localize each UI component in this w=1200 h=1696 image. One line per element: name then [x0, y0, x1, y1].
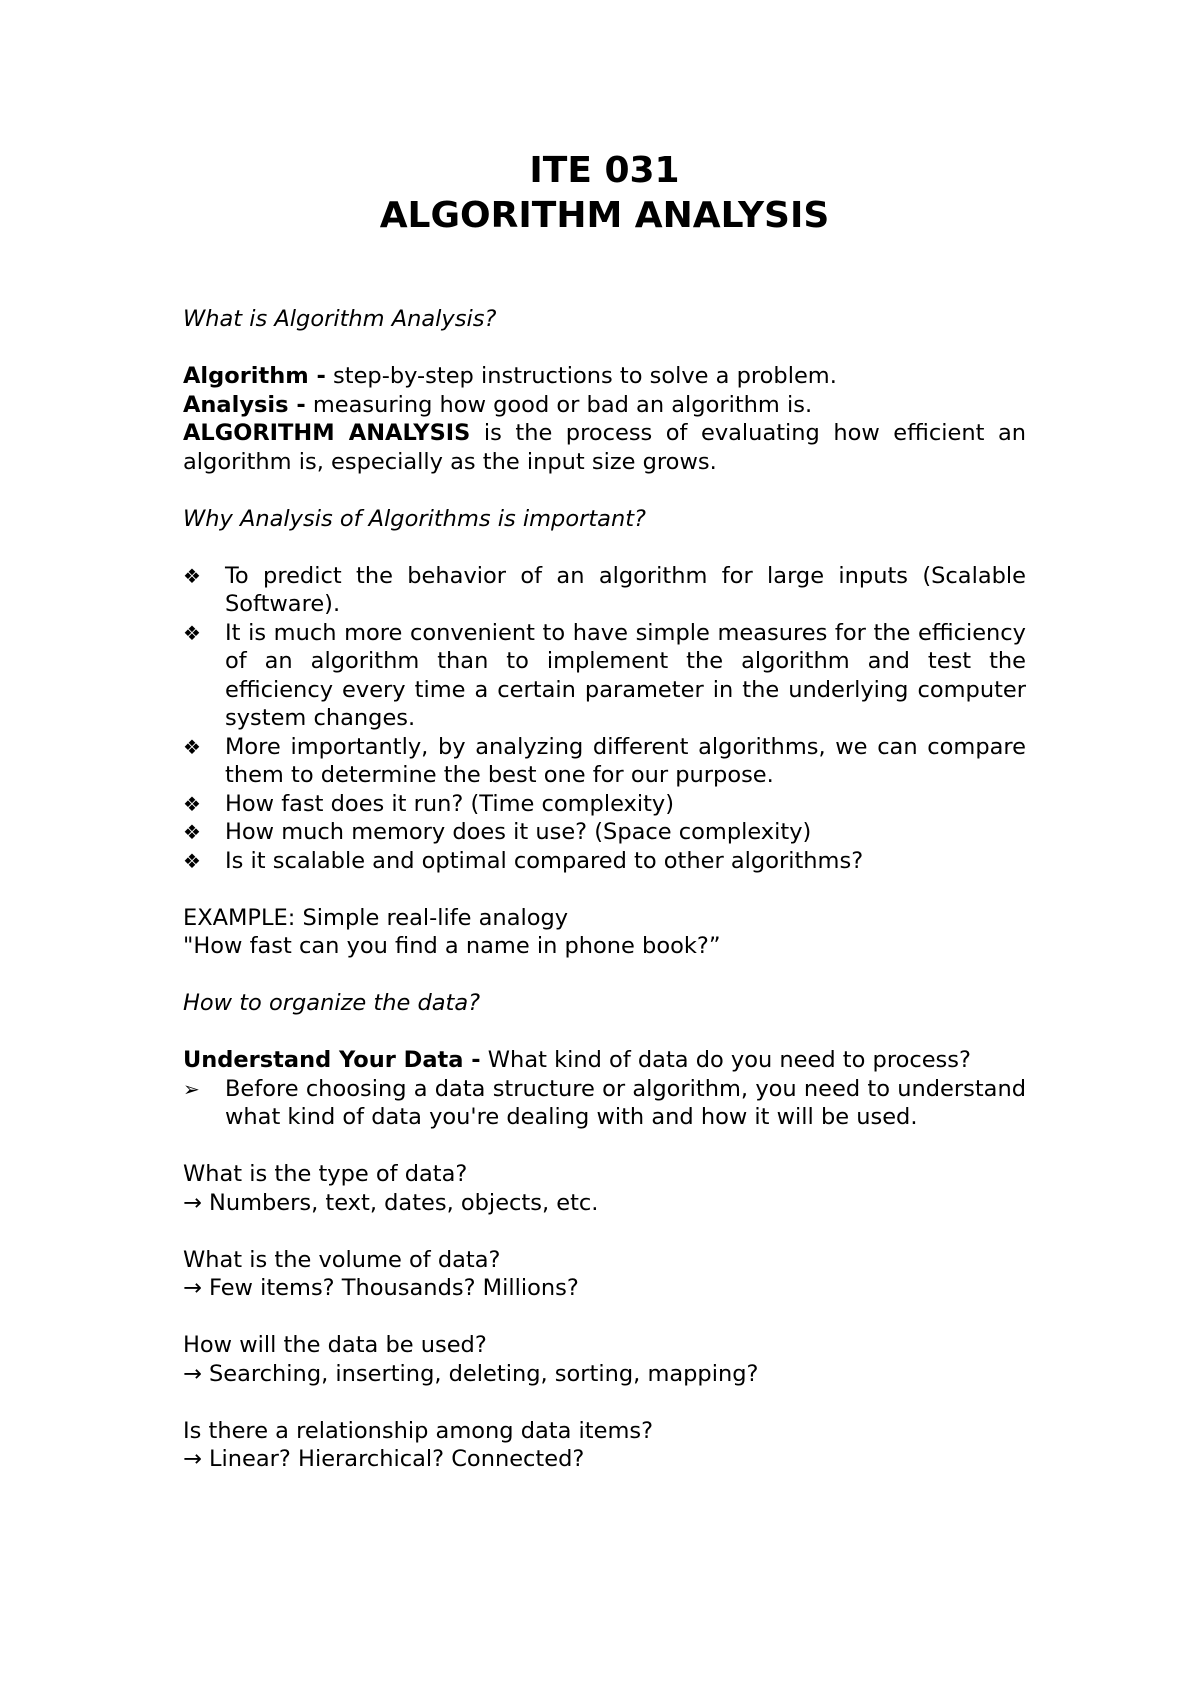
list-item-text: Is it scalable and optimal compared to other algorithms?: [225, 847, 864, 874]
example-label: EXAMPLE: Simple real-life analogy: [183, 904, 569, 931]
diamond-bullet-icon: ❖: [183, 620, 201, 645]
term-algorithm-analysis: ALGORITHM ANALYSIS: [183, 420, 471, 446]
section-heading-why-important: Why Analysis of Algorithms is important?: [183, 505, 646, 532]
section-heading-what-is: What is Algorithm Analysis?: [183, 306, 497, 332]
list-item: [183, 619, 1026, 733]
question-data-relationship: Is there a relationship among data items?: [183, 1417, 654, 1444]
diamond-bullet-icon: ❖: [183, 734, 201, 759]
arrowhead-bullet-icon: ➢: [183, 1076, 200, 1101]
answer-data-type: → Numbers, text, dates, objects, etc.: [183, 1189, 599, 1216]
term-analysis: Analysis -: [183, 391, 306, 418]
diamond-bullet-icon: ❖: [183, 563, 201, 588]
understand-data-paragraph: [183, 1046, 1026, 1075]
definition-analysis: [183, 391, 1026, 420]
section-heading-organize-data: How to organize the data?: [183, 990, 481, 1016]
course-code: ITE 031: [529, 150, 680, 191]
diamond-bullet-icon: ❖: [183, 791, 201, 816]
definition-algorithm: [183, 362, 1026, 391]
definition-algorithm-analysis: [183, 419, 1026, 476]
example-quote: "How fast can you find a name in phone book?”: [183, 933, 721, 959]
definition-text-algorithm: step-by-step instructions to solve a problem.: [325, 363, 837, 389]
understand-data-list: [183, 1075, 1026, 1132]
course-title: ALGORITHM ANALYSIS: [379, 195, 830, 236]
list-item: [183, 818, 1026, 847]
list-item-text: To predict the behavior of an algorithm for large inputs (Scalable Software).: [225, 562, 1026, 617]
term-understand-data: Understand Your Data -: [183, 1047, 481, 1073]
answer-data-relationship: → Linear? Hierarchical? Connected?: [183, 1446, 585, 1472]
document-content: [183, 148, 1026, 1474]
question-data-volume: What is the volume of data?: [183, 1246, 501, 1273]
understand-data-text: What kind of data do you need to process?: [480, 1047, 971, 1073]
definition-text-algorithm-analysis: is the process of evaluating how efficient an algorithm is, especially as the input size grows.: [183, 420, 1026, 475]
list-item: [183, 847, 1026, 876]
list-item-text: How fast does it run? (Time complexity): [225, 790, 675, 817]
term-algorithm: Algorithm -: [183, 363, 326, 389]
list-item-text: It is much more convenient to have simple measures for the efficiency of an algorithm than to implement the algorithm and test the efficiency every time a certain parameter in the underlying computer system changes.: [225, 619, 1026, 731]
list-item: [183, 733, 1026, 790]
list-item-text: Before choosing a data structure or algorithm, you need to understand what kind of data you're dealing with and how it will be used.: [225, 1075, 1026, 1130]
definition-text-analysis: measuring how good or bad an algorithm is.: [305, 391, 813, 418]
importance-list: [183, 562, 1026, 876]
diamond-bullet-icon: ❖: [183, 848, 201, 873]
list-item: [183, 790, 1026, 819]
question-data-type: What is the type of data?: [183, 1161, 468, 1187]
answer-data-usage: → Searching, inserting, deleting, sorting, mapping?: [183, 1360, 759, 1387]
list-item: [183, 1075, 1026, 1132]
list-item: [183, 562, 1026, 619]
diamond-bullet-icon: ❖: [183, 820, 201, 844]
list-item-text: More importantly, by analyzing different algorithms, we can compare them to determine the best one for our purpose.: [225, 733, 1026, 788]
answer-data-volume: → Few items? Thousands? Millions?: [183, 1275, 579, 1301]
list-item-text: How much memory does it use? (Space complexity): [225, 819, 812, 845]
question-data-usage: How will the data be used?: [183, 1332, 487, 1358]
